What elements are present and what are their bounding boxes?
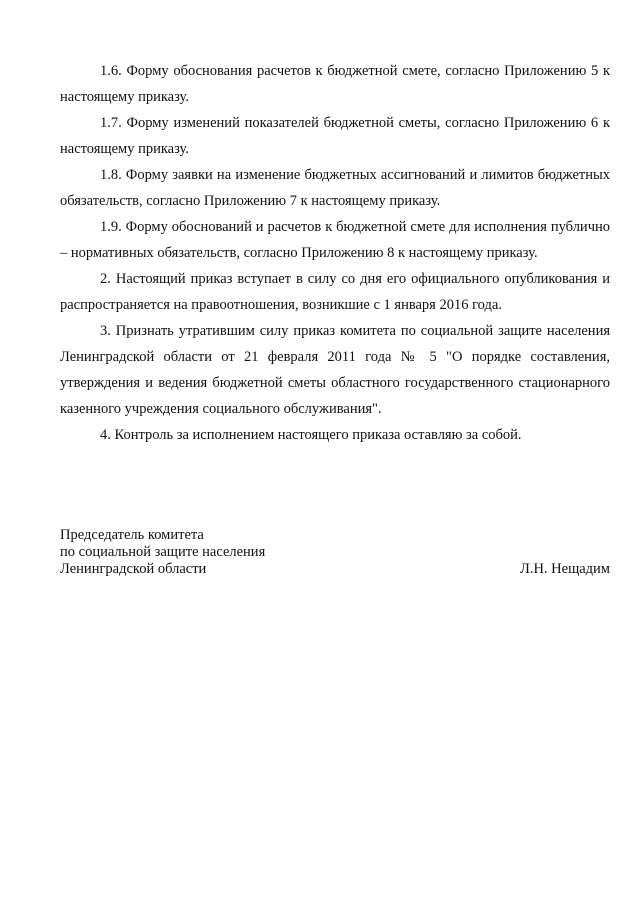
signatory-name: Л.Н. Нещадим (519, 561, 610, 577)
signature-title-line-2 (60, 544, 610, 561)
paragraph-1-8: 1.8. Форму заявки на изменение бюджетных ассигнований и лимитов бюджетных обязательств, согласно Приложению 7 к настоящему приказу. (60, 167, 610, 209)
paragraph-1-6: 1.6. Форму обоснования расчетов к бюджетной смете, согласно Приложению 5 к настоящему приказу. (60, 63, 610, 105)
document-body (60, 58, 610, 448)
signature-title-text-2: по социальной защите населения (60, 544, 266, 560)
paragraph-4: 4. Контроль за исполнением настоящего приказа оставляю за собой. (100, 427, 522, 443)
signature-title-text-1: Председатель комитета (60, 527, 204, 543)
signature-title-line-1 (60, 527, 610, 544)
paragraph-1-9: 1.9. Форму обоснований и расчетов к бюджетной смете для исполнения публично – нормативных обязательств, согласно Приложению 8 к настоящему приказу. (60, 219, 610, 261)
paragraph-3: 3. Признать утратившим силу приказ комитета по социальной защите населения Ленинградской области от 21 февраля 2011 года № 5 "О порядке составления, утверждения и ведения бюджетной сметы областного государственного стационарного казенного учреждения социального обслуживания". (60, 323, 610, 417)
paragraph-1-7: 1.7. Форму изменений показателей бюджетной сметы, согласно Приложению 6 к настоящему приказу. (60, 115, 610, 157)
signature-block (60, 527, 610, 578)
signature-title-line-3 (60, 561, 610, 578)
paragraph-2: 2. Настоящий приказ вступает в силу со дня его официального опубликования и распространяется на правоотношения, возникшие с 1 января 2016 года. (60, 271, 610, 313)
signature-title-text-3: Ленинградской области (60, 561, 207, 577)
